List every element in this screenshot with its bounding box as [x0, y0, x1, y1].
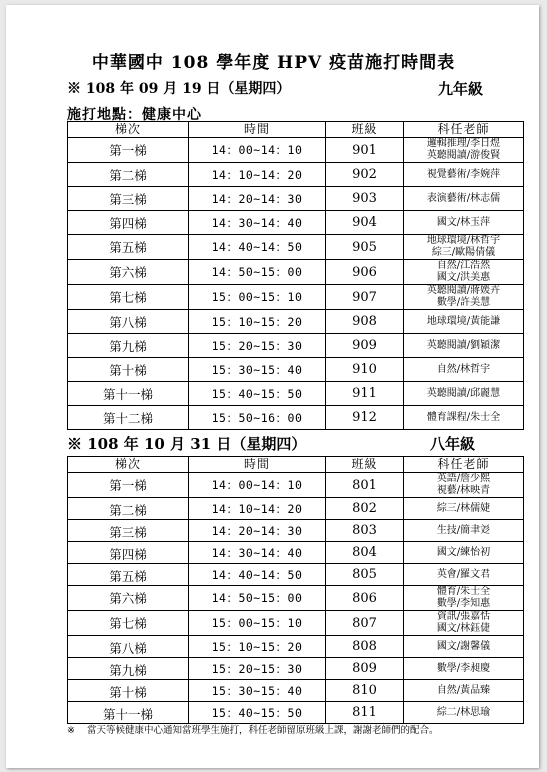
teacher-entry: 英聽閱讀/邱麗慧 [426, 387, 501, 399]
class-cell: 806 [326, 586, 404, 611]
table-row [68, 138, 524, 163]
grade8-schedule-table [67, 456, 524, 724]
time-cell: 14：40~14：50 [189, 235, 326, 260]
stage-cell: 第四梯 [68, 542, 189, 564]
teacher-entry: 表演藝術/林志儒 [426, 192, 501, 204]
table-row [68, 498, 524, 520]
class-cell: 811 [326, 702, 404, 724]
time-cell: 14：20~14：30 [189, 187, 326, 211]
grade8-label: 八年級 [430, 435, 476, 453]
footnote-text: 當天等候健康中心通知當班學生施打，科任老師留原班級上課，謝謝老師們的配合。 [87, 725, 439, 736]
teacher-entry: 視覺藝術/李婉萍 [426, 168, 501, 180]
stage-cell: 第十二梯 [68, 406, 189, 430]
teacher-entry: 英聽閱讀/蔣媛卉 [426, 285, 501, 296]
class-cell: 804 [326, 542, 404, 564]
time-cell: 15：10~15：20 [189, 636, 326, 658]
time-cell: 14：50~15：00 [189, 260, 326, 285]
teacher-entry: 綜二/林思瑜 [436, 706, 491, 718]
stage-cell: 第六梯 [68, 586, 189, 611]
teacher-entry: 國文/謝馨儀 [436, 640, 491, 652]
stage-cell: 第八梯 [68, 310, 189, 334]
teacher-cell [404, 334, 524, 358]
class-cell: 810 [326, 680, 404, 702]
class-cell: 807 [326, 611, 404, 636]
teacher-entry: 國文/林鈺倢 [436, 623, 491, 634]
teacher-entry: 綜三/林儒婕 [436, 502, 491, 514]
time-cell: 14：50~15：00 [189, 586, 326, 611]
stage-cell: 第十一梯 [68, 382, 189, 406]
time-cell: 15：00~15：10 [189, 285, 326, 310]
table-row [68, 473, 524, 498]
teacher-cell [404, 658, 524, 680]
teacher-cell [404, 520, 524, 542]
header-teacher: 科任老師 [404, 457, 524, 473]
time-cell: 14：40~14：50 [189, 564, 326, 586]
teacher-entry: 地球環境/林哲宇 [426, 235, 501, 246]
time-cell: 15：20~15：30 [189, 658, 326, 680]
table-row [68, 406, 524, 430]
teacher-cell [404, 138, 524, 163]
class-cell: 905 [326, 235, 404, 260]
table-row [68, 542, 524, 564]
class-cell: 801 [326, 473, 404, 498]
teacher-cell [404, 498, 524, 520]
class-cell: 911 [326, 382, 404, 406]
time-cell: 14：30~14：40 [189, 211, 326, 235]
time-cell: 14：10~14：20 [189, 163, 326, 187]
table-row [68, 680, 524, 702]
table-row [68, 520, 524, 542]
table-row [68, 211, 524, 235]
stage-cell: 第一梯 [68, 138, 189, 163]
teacher-entry: 體育課程/朱士全 [426, 411, 501, 423]
teacher-entry: 國文/練怡初 [436, 546, 491, 558]
class-cell: 809 [326, 658, 404, 680]
class-cell: 803 [326, 520, 404, 542]
teacher-entry: 體育/朱士全 [436, 586, 491, 597]
teacher-entry: 資訊/張嘉恬 [436, 611, 491, 622]
teacher-cell [404, 260, 524, 285]
table-row [68, 358, 524, 382]
table-row [68, 235, 524, 260]
header-stage: 梯次 [68, 122, 189, 138]
teacher-cell [404, 564, 524, 586]
teacher-cell [404, 473, 524, 498]
class-cell: 802 [326, 498, 404, 520]
teacher-entry: 數學/李知惠 [436, 598, 491, 609]
stage-cell: 第六梯 [68, 260, 189, 285]
stage-cell: 第三梯 [68, 520, 189, 542]
teacher-entry: 生技/簡聿彣 [436, 524, 491, 536]
teacher-cell [404, 636, 524, 658]
class-cell: 910 [326, 358, 404, 382]
stage-cell: 第一梯 [68, 473, 189, 498]
class-cell: 808 [326, 636, 404, 658]
table-row [68, 382, 524, 406]
class-cell: 903 [326, 187, 404, 211]
class-cell: 902 [326, 163, 404, 187]
teacher-cell [404, 358, 524, 382]
table-row [68, 260, 524, 285]
stage-cell: 第九梯 [68, 658, 189, 680]
class-cell: 907 [326, 285, 404, 310]
page-title: 中華國中 108 學年度 HPV 疫苗施打時間表 [91, 53, 456, 73]
stage-cell: 第八梯 [68, 636, 189, 658]
class-cell: 904 [326, 211, 404, 235]
table-row [68, 285, 524, 310]
time-cell: 15：40~15：50 [189, 382, 326, 406]
header-teacher: 科任老師 [404, 122, 524, 138]
teacher-cell [404, 187, 524, 211]
stage-cell: 第十梯 [68, 680, 189, 702]
teacher-entry: 邏輯推理/李日煜 [426, 138, 501, 149]
time-cell: 15：50~16：00 [189, 406, 326, 430]
time-cell: 14：20~14：30 [189, 520, 326, 542]
table-row [68, 310, 524, 334]
teacher-entry: 地球環境/黃能謙 [426, 315, 501, 327]
time-cell: 14：00~14：10 [189, 473, 326, 498]
teacher-entry: 自然/江浩然 [436, 260, 491, 271]
teacher-entry: 英聽閱讀/游俊賢 [426, 150, 501, 161]
teacher-cell [404, 235, 524, 260]
stage-cell: 第五梯 [68, 564, 189, 586]
grade8-date: ※ 108 年 10 月 31 日（星期四） [67, 435, 307, 453]
stage-cell: 第十梯 [68, 358, 189, 382]
header-class: 班級 [326, 122, 404, 138]
teacher-entry: 國文/林玉萍 [436, 216, 491, 228]
stage-cell: 第九梯 [68, 334, 189, 358]
header-time: 時間 [189, 457, 326, 473]
class-cell: 909 [326, 334, 404, 358]
table-row [68, 564, 524, 586]
footnote [67, 722, 439, 736]
class-cell: 906 [326, 260, 404, 285]
time-cell: 14：10~14：20 [189, 498, 326, 520]
teacher-cell [404, 406, 524, 430]
header-stage: 梯次 [68, 457, 189, 473]
stage-cell: 第七梯 [68, 285, 189, 310]
teacher-cell [404, 702, 524, 724]
class-cell: 908 [326, 310, 404, 334]
time-cell: 15：10~15：20 [189, 310, 326, 334]
time-cell: 15：00~15：10 [189, 611, 326, 636]
footnote-mark: ※ [67, 725, 75, 736]
stage-cell: 第二梯 [68, 163, 189, 187]
table-row [68, 163, 524, 187]
table-header-row [68, 122, 524, 138]
class-cell: 805 [326, 564, 404, 586]
teacher-entry: 國文/洪美惠 [436, 272, 491, 283]
stage-cell: 第二梯 [68, 498, 189, 520]
teacher-entry: 自然/黃品臻 [436, 684, 491, 696]
time-cell: 14：00~14：10 [189, 138, 326, 163]
header-class: 班級 [326, 457, 404, 473]
teacher-cell [404, 680, 524, 702]
class-cell: 901 [326, 138, 404, 163]
teacher-cell [404, 211, 524, 235]
class-cell: 912 [326, 406, 404, 430]
teacher-entry: 英語/詹少熙 [436, 473, 491, 484]
table-row [68, 187, 524, 211]
header-time: 時間 [189, 122, 326, 138]
teacher-entry: 自然/林哲宇 [436, 363, 491, 375]
teacher-cell [404, 310, 524, 334]
teacher-entry: 綜三/歐陽倩儀 [431, 247, 496, 258]
teacher-cell [404, 163, 524, 187]
stage-cell: 第七梯 [68, 611, 189, 636]
stage-cell: 第十一梯 [68, 702, 189, 724]
teacher-entry: 數學/許美慧 [436, 297, 491, 308]
stage-cell: 第三梯 [68, 187, 189, 211]
table-row [68, 636, 524, 658]
teacher-cell [404, 382, 524, 406]
table-row [68, 586, 524, 611]
grade9-date: ※ 108 年 09 月 19 日（星期四） [67, 81, 291, 97]
vaccination-place: 施打地點：健康中心 [67, 107, 202, 123]
table-header-row [68, 457, 524, 473]
table-row [68, 702, 524, 724]
time-cell: 15：30~15：40 [189, 358, 326, 382]
stage-cell: 第五梯 [68, 235, 189, 260]
time-cell: 15：20~15：30 [189, 334, 326, 358]
teacher-entry: 英會/羅文君 [436, 568, 491, 580]
time-cell: 14：30~14：40 [189, 542, 326, 564]
grade9-schedule-table [67, 121, 524, 430]
teacher-cell [404, 542, 524, 564]
table-row [68, 658, 524, 680]
stage-cell: 第四梯 [68, 211, 189, 235]
table-row [68, 611, 524, 636]
grade9-label: 九年級 [438, 80, 484, 98]
time-cell: 15：40~15：50 [189, 702, 326, 724]
time-cell: 15：30~15：40 [189, 680, 326, 702]
teacher-entry: 數學/李昶慶 [436, 662, 491, 674]
teacher-entry: 英聽閱讀/劉穎潔 [426, 339, 501, 351]
teacher-cell [404, 611, 524, 636]
table-row [68, 334, 524, 358]
teacher-entry: 視藝/林映青 [436, 485, 491, 496]
teacher-cell [404, 285, 524, 310]
teacher-cell [404, 586, 524, 611]
